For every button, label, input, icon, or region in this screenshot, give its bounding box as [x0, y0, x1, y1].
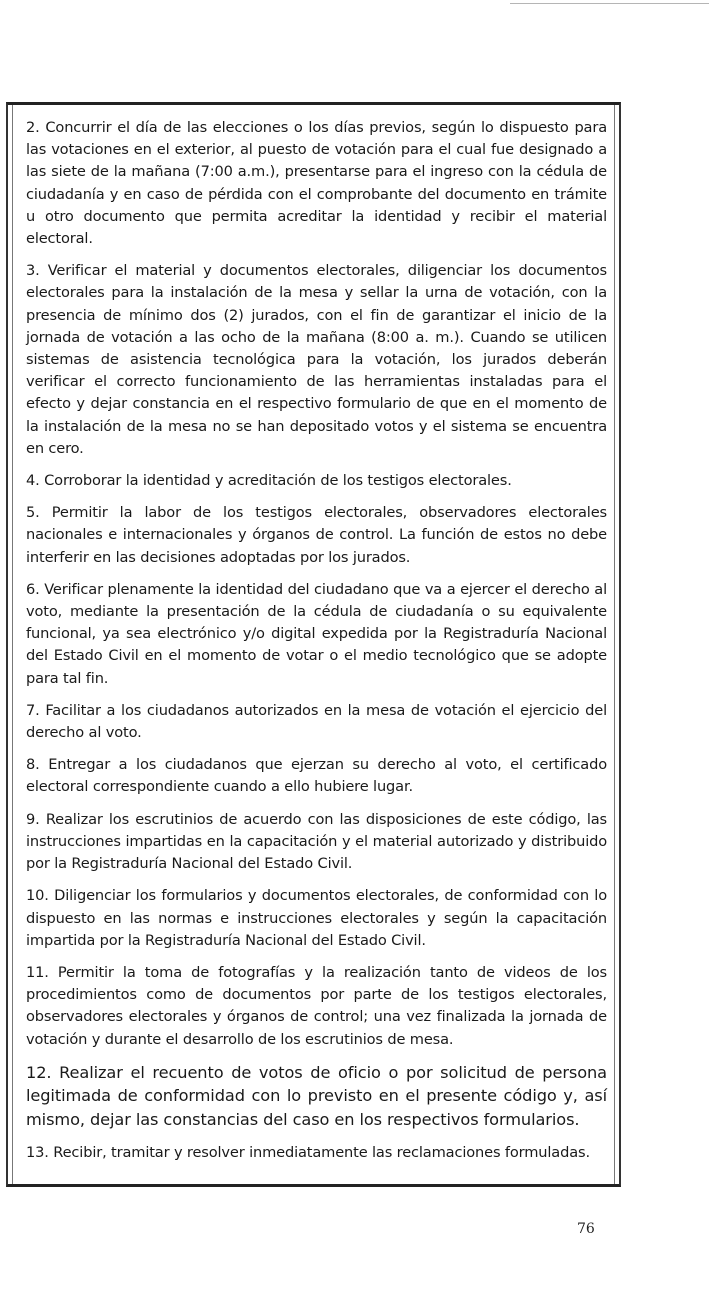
paragraph-8 — [26, 754, 607, 798]
paragraph-text: Verificar el material y documentos electorales, diligenciar los documentos electorales para la instalación de la mesa y sellar la urna de votación, con la presencia de mínimo dos (2) jurados, con el fin de garantizar el inicio de la jornada de votación a las ocho de la mañana (8:00 a. m.). Cuando se utilicen sistemas de asistencia tecnológica para la votación, los jurados deberán verificar el correcto funcionamiento de las herramientas instaladas para el efecto y dejar constancia en el respectivo formulario de que en el momento de la instalación de la mesa no se han depositado votos y el sistema se encuentra en cero. — [26, 262, 607, 457]
paragraph-number: 9. — [26, 810, 40, 828]
paragraph-2 — [26, 117, 607, 250]
paragraph-10 — [26, 885, 607, 952]
paragraph-number: 12. — [26, 1062, 52, 1082]
paragraph-7 — [26, 700, 607, 744]
paragraph-4 — [26, 470, 607, 492]
paragraph-12 — [26, 1061, 607, 1132]
paragraph-text: Diligenciar los formularios y documentos electorales, de conformidad con lo dispuesto en las normas e instrucciones electorales y según la capacitación impartida por la Registraduría Nacional del Estado Civil. — [26, 887, 607, 949]
paragraph-11 — [26, 962, 607, 1051]
paragraph-number: 3. — [26, 262, 40, 280]
frame-inner-right-rule — [614, 105, 615, 1184]
frame-inner-left-rule — [12, 105, 13, 1184]
paragraph-text: Realizar el recuento de votos de oficio o por solicitud de persona legitimada de conformidad con lo previsto en el presente código y, así mismo, dejar las constancias del caso en los respectivos formularios. — [26, 1062, 607, 1129]
duties-list — [26, 117, 607, 1174]
paragraph-13 — [26, 1142, 607, 1164]
paragraph-number: 6. — [26, 580, 40, 598]
paragraph-number: 5. — [26, 504, 40, 522]
paragraph-number: 4. — [26, 472, 40, 490]
text-frame — [6, 102, 621, 1187]
paragraph-9 — [26, 809, 607, 876]
paragraph-number: 8. — [26, 756, 40, 774]
paragraph-text: Corroborar la identidad y acreditación de los testigos electorales. — [44, 472, 512, 490]
paragraph-text: Realizar los escrutinios de acuerdo con las disposiciones de este código, las instrucciones impartidas en la capacitación y el material autorizado y distribuido por la Registraduría Nacional del Estado Civil. — [26, 810, 607, 873]
paragraph-text: Entregar a los ciudadanos que ejerzan su derecho al voto, el certificado electoral correspondiente cuando a ello hubiere lugar. — [26, 756, 607, 796]
paragraph-text: Verificar plenamente la identidad del ciudadano que va a ejercer el derecho al voto, mediante la presentación de la cédula de ciudadanía o su equivalente funcional, ya sea electrónico y/o digital expedida por la Registraduría Nacional del Estado Civil en el momento de votar o el medio tecnológico que se adopte para tal fin. — [26, 580, 607, 687]
paragraph-number: 10. — [26, 887, 49, 905]
paragraph-text: Recibir, tramitar y resolver inmediatamente las reclamaciones formuladas. — [53, 1143, 590, 1161]
paragraph-number: 11. — [26, 963, 49, 981]
paragraph-number: 2. — [26, 119, 40, 136]
paragraph-number: 7. — [26, 701, 40, 719]
paragraph-number: 13. — [26, 1143, 49, 1161]
paragraph-3 — [26, 260, 607, 460]
paragraph-5 — [26, 502, 607, 569]
page-number: 76 — [577, 1221, 595, 1237]
paragraph-text: Facilitar a los ciudadanos autorizados en la mesa de votación el ejercicio del derecho al voto. — [26, 701, 607, 742]
paragraph-text: Permitir la toma de fotografías y la realización tanto de videos de los procedimientos como de documentos por parte de los testigos electorales, observadores electorales y órganos de control; una vez finalizada la jornada de votación y durante el desarrollo de los escrutinios de mesa. — [26, 963, 607, 1048]
scan-edge-line — [510, 3, 709, 4]
paragraph-text: Concurrir el día de las elecciones o los días previos, según lo dispuesto para las votaciones en el exterior, al puesto de votación para el cual fue designado a las siete de la mañana (7:00 a.m.), presentarse para el ingreso con la cédula de ciudadanía y en caso de pérdida con el comprobante del documento en trámite u otro documento que permita acreditar la identidad y recibir el material electoral. — [26, 119, 607, 248]
paragraph-text: Permitir la labor de los testigos electorales, observadores electorales nacionales e internacionales y órganos de control. La función de estos no debe interferir en las decisiones adoptadas por los jurados. — [26, 504, 607, 566]
paragraph-6 — [26, 579, 607, 690]
